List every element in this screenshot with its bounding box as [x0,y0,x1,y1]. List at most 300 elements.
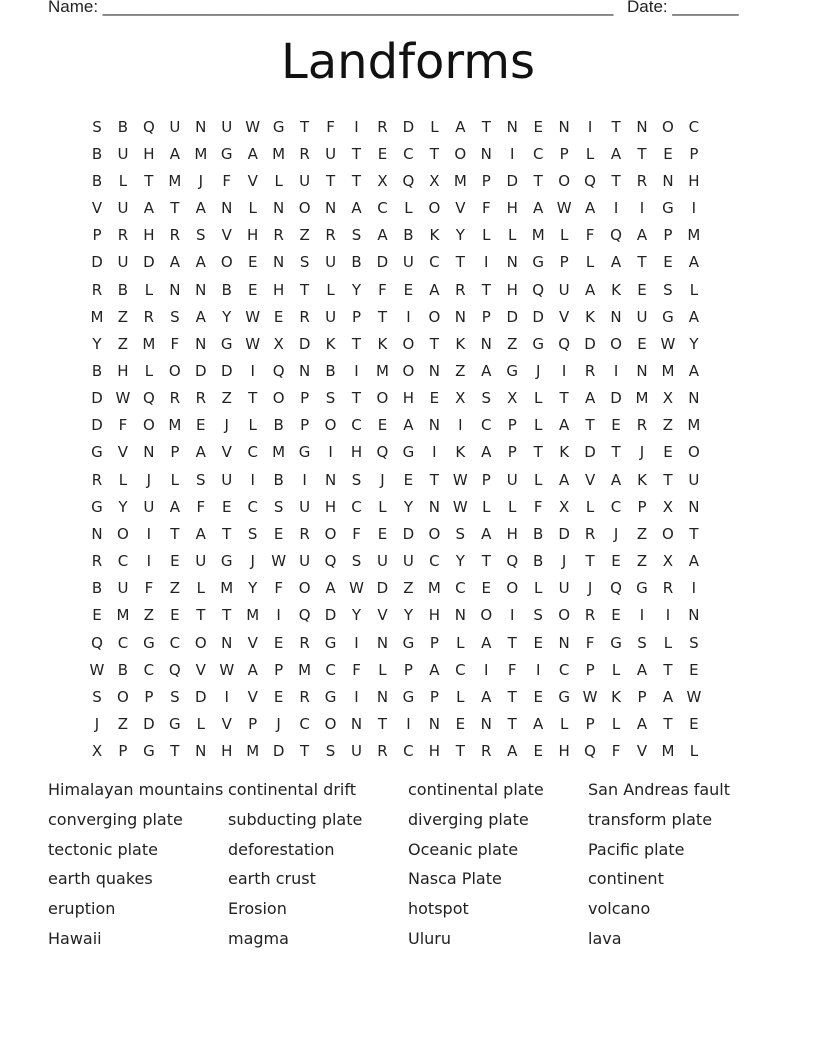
grid-letter[interactable]: R [143,307,155,326]
grid-letter[interactable]: S [196,226,206,245]
grid-letter[interactable]: H [506,280,518,299]
grid-letter[interactable]: A [559,470,570,489]
grid-letter[interactable]: G [506,361,519,380]
grid-letter[interactable]: A [533,199,544,218]
grid-letter[interactable]: N [688,497,700,516]
grid-letter[interactable]: M [90,307,104,326]
grid-letter[interactable]: G [532,334,544,353]
grid-letter[interactable]: P [585,660,595,679]
grid-letter[interactable]: W [556,199,572,218]
grid-letter[interactable]: S [170,307,180,326]
grid-letter[interactable]: Q [91,633,103,652]
grid-letter[interactable]: D [532,307,544,326]
grid-letter[interactable]: H [506,199,518,218]
grid-letter[interactable]: I [354,633,359,652]
grid-letter[interactable]: H [428,606,440,625]
grid-letter[interactable]: G [220,552,233,571]
grid-letter[interactable]: S [325,742,336,761]
grid-letter[interactable]: Q [324,552,337,571]
grid-letter[interactable]: Q [168,660,181,679]
grid-letter[interactable]: L [611,660,621,679]
grid-letter[interactable]: J [535,361,541,380]
grid-letter[interactable]: T [507,715,517,734]
grid-letter[interactable]: P [92,226,102,245]
grid-letter[interactable]: N [221,199,233,218]
grid-letter[interactable]: N [688,606,700,625]
grid-letter[interactable]: O [558,171,571,190]
grid-letter[interactable]: F [533,497,543,516]
grid-letter[interactable]: N [195,742,207,761]
grid-letter[interactable]: S [533,606,543,625]
grid-letter[interactable]: I [354,687,359,706]
grid-letter[interactable]: O [687,443,700,462]
grid-letter[interactable]: I [510,144,515,163]
grid-letter[interactable]: J [224,416,229,435]
grid-letter[interactable]: H [350,443,363,462]
grid-letter[interactable]: G [402,687,415,706]
grid-letter[interactable]: S [325,389,336,408]
grid-letter[interactable]: M [246,606,260,625]
grid-letter[interactable]: T [377,715,388,734]
grid-letter[interactable]: C [117,633,129,652]
grid-letter[interactable]: P [481,307,491,326]
grid-letter[interactable]: U [221,470,233,489]
grid-letter[interactable]: S [663,280,673,299]
grid-letter[interactable]: E [403,280,414,299]
grid-letter[interactable]: E [533,117,543,136]
grid-letter[interactable]: E [429,389,440,408]
grid-letter[interactable]: W [219,660,235,679]
grid-letter[interactable]: V [221,443,232,462]
grid-letter[interactable]: G [143,742,155,761]
grid-letter[interactable]: O [117,524,129,543]
grid-letter[interactable]: S [299,253,310,272]
grid-letter[interactable]: H [688,171,700,190]
grid-letter[interactable]: J [94,715,100,734]
grid-letter[interactable]: I [639,606,645,625]
grid-letter[interactable]: C [351,497,362,516]
grid-letter[interactable]: T [300,742,310,761]
grid-letter[interactable]: A [403,416,414,435]
grid-letter[interactable]: T [455,742,465,761]
grid-letter[interactable]: R [377,742,388,761]
grid-letter[interactable]: F [507,660,517,679]
grid-letter[interactable]: D [376,253,389,272]
grid-letter[interactable]: M [116,606,130,625]
grid-letter[interactable]: S [351,226,362,245]
grid-letter[interactable]: E [403,470,414,489]
grid-letter[interactable]: L [534,470,543,489]
grid-letter[interactable]: D [558,524,570,543]
grid-letter[interactable]: T [377,307,388,326]
grid-letter[interactable]: I [406,715,411,734]
grid-letter[interactable]: O [402,334,415,353]
grid-letter[interactable]: I [146,552,152,571]
grid-letter[interactable]: S [170,687,180,706]
grid-letter[interactable]: F [585,633,595,652]
grid-letter[interactable]: O [324,715,337,734]
grid-letter[interactable]: W [245,117,261,136]
grid-letter[interactable]: L [118,470,128,489]
grid-letter[interactable]: F [196,497,206,516]
grid-letter[interactable]: P [481,171,491,190]
grid-letter[interactable]: O [168,361,181,380]
grid-letter[interactable]: H [221,742,233,761]
grid-letter[interactable]: E [637,334,647,353]
grid-letter[interactable]: V [247,171,258,190]
grid-letter[interactable]: Q [402,171,415,190]
grid-letter[interactable]: U [558,579,570,598]
grid-letter[interactable]: Q [506,552,519,571]
grid-letter[interactable]: O [376,389,389,408]
grid-letter[interactable]: U [299,497,311,516]
grid-letter[interactable]: L [456,687,465,706]
grid-letter[interactable]: A [429,660,440,679]
grid-letter[interactable]: M [142,334,156,353]
grid-letter[interactable]: K [325,334,336,353]
grid-letter[interactable]: I [302,470,307,489]
grid-letter[interactable]: L [404,199,413,218]
grid-letter[interactable]: P [300,416,310,435]
grid-letter[interactable]: T [351,144,362,163]
grid-letter[interactable]: L [663,633,673,652]
grid-letter[interactable]: U [117,253,129,272]
grid-letter[interactable]: H [402,389,415,408]
grid-letter[interactable]: N [428,715,440,734]
grid-letter[interactable]: R [195,389,206,408]
grid-letter[interactable]: H [506,524,518,543]
grid-letter[interactable]: M [661,742,675,761]
grid-letter[interactable]: A [636,660,648,679]
grid-letter[interactable]: W [582,687,598,706]
grid-letter[interactable]: Z [117,334,129,353]
grid-letter[interactable]: G [532,253,544,272]
grid-letter[interactable]: M [168,416,182,435]
grid-letter[interactable]: H [247,226,259,245]
grid-letter[interactable]: S [351,552,362,571]
grid-letter[interactable]: Q [610,579,622,598]
grid-letter[interactable]: P [559,144,569,163]
grid-letter[interactable]: B [91,361,103,380]
grid-letter[interactable]: D [402,117,415,136]
grid-letter[interactable]: Z [117,307,129,326]
grid-letter[interactable]: L [689,742,699,761]
grid-letter[interactable]: C [558,660,570,679]
grid-letter[interactable]: G [91,443,103,462]
grid-letter[interactable]: P [403,660,413,679]
grid-letter[interactable]: G [91,497,103,516]
grid-letter[interactable]: E [247,253,258,272]
grid-letter[interactable]: K [585,307,595,326]
grid-letter[interactable]: I [146,524,152,543]
grid-letter[interactable]: R [91,552,103,571]
grid-letter[interactable]: A [610,470,622,489]
grid-letter[interactable]: M [375,361,389,380]
grid-letter[interactable]: H [143,144,155,163]
grid-letter[interactable]: F [481,199,491,218]
grid-letter[interactable]: C [299,715,310,734]
grid-letter[interactable]: A [325,579,336,598]
grid-letter[interactable]: R [636,416,648,435]
grid-letter[interactable]: E [170,606,180,625]
grid-letter[interactable]: T [300,280,310,299]
grid-letter[interactable]: N [454,307,466,326]
grid-letter[interactable]: W [686,687,702,706]
grid-letter[interactable]: U [169,117,181,136]
grid-letter[interactable]: E [377,144,388,163]
grid-letter[interactable]: V [584,470,596,489]
grid-letter[interactable]: O [480,606,493,625]
grid-letter[interactable]: Z [169,579,180,598]
grid-letter[interactable]: P [274,660,284,679]
grid-letter[interactable]: V [377,606,388,625]
grid-letter[interactable]: D [143,253,155,272]
grid-letter[interactable]: N [480,144,492,163]
grid-letter[interactable]: P [144,687,154,706]
grid-letter[interactable]: A [455,117,466,136]
grid-letter[interactable]: L [430,117,439,136]
grid-letter[interactable]: K [637,470,647,489]
grid-letter[interactable]: C [455,660,466,679]
grid-letter[interactable]: U [299,552,311,571]
grid-letter[interactable]: T [351,334,362,353]
grid-letter[interactable]: H [324,497,337,516]
grid-letter[interactable]: U [402,253,414,272]
grid-letter[interactable]: T [429,334,439,353]
grid-letter[interactable]: A [636,715,648,734]
grid-letter[interactable]: L [248,416,257,435]
grid-letter[interactable]: D [324,606,337,625]
grid-letter[interactable]: E [273,687,284,706]
grid-letter[interactable]: R [584,524,596,543]
grid-letter[interactable]: W [245,307,261,326]
grid-letter[interactable]: N [169,280,181,299]
grid-letter[interactable]: S [247,524,258,543]
grid-letter[interactable]: U [558,280,570,299]
grid-letter[interactable]: C [429,253,440,272]
grid-letter[interactable]: C [351,416,362,435]
grid-letter[interactable]: V [117,443,129,462]
grid-letter[interactable]: H [558,742,570,761]
grid-letter[interactable]: S [637,633,647,652]
grid-letter[interactable]: N [636,361,648,380]
grid-letter[interactable]: M [298,660,312,679]
grid-letter[interactable]: S [689,633,699,652]
grid-letter[interactable]: K [559,443,570,462]
grid-letter[interactable]: F [170,334,180,353]
grid-letter[interactable]: O [324,524,337,543]
grid-letter[interactable]: X [662,497,674,516]
grid-letter[interactable]: T [689,524,699,543]
grid-letter[interactable]: A [143,199,155,218]
grid-letter[interactable]: G [324,687,337,706]
grid-letter[interactable]: S [351,470,362,489]
grid-letter[interactable]: O [324,416,337,435]
grid-letter[interactable]: B [117,280,129,299]
grid-letter[interactable]: A [688,361,700,380]
grid-letter[interactable]: A [610,144,622,163]
grid-letter[interactable]: V [195,660,206,679]
grid-letter[interactable]: A [247,660,258,679]
grid-letter[interactable]: N [376,687,389,706]
grid-letter[interactable]: U [506,470,518,489]
grid-letter[interactable]: X [91,742,103,761]
grid-letter[interactable]: Q [142,117,155,136]
grid-letter[interactable]: R [273,226,284,245]
grid-letter[interactable]: T [637,144,647,163]
grid-letter[interactable]: V [247,687,258,706]
grid-letter[interactable]: L [482,497,491,516]
grid-letter[interactable]: C [247,443,258,462]
grid-letter[interactable]: B [117,660,129,679]
grid-letter[interactable]: B [533,552,544,571]
grid-letter[interactable]: L [118,171,128,190]
grid-letter[interactable]: T [351,171,362,190]
grid-letter[interactable]: O [298,199,311,218]
grid-letter[interactable]: A [584,280,596,299]
grid-letter[interactable]: X [558,497,570,516]
grid-letter[interactable]: T [611,443,621,462]
grid-letter[interactable]: P [663,226,673,245]
grid-letter[interactable]: D [143,715,155,734]
grid-letter[interactable]: T [481,280,491,299]
grid-letter[interactable]: A [584,199,596,218]
grid-letter[interactable]: C [532,144,544,163]
grid-letter[interactable]: D [584,334,596,353]
grid-letter[interactable]: E [273,307,284,326]
grid-letter[interactable]: R [91,280,103,299]
grid-letter[interactable]: D [91,389,103,408]
grid-letter[interactable]: C [169,633,181,652]
grid-letter[interactable]: E [196,416,206,435]
grid-letter[interactable]: T [611,171,621,190]
grid-letter[interactable]: H [117,361,129,380]
grid-letter[interactable]: C [403,742,414,761]
grid-letter[interactable]: N [558,633,570,652]
grid-letter[interactable]: T [222,524,232,543]
grid-letter[interactable]: I [354,361,359,380]
grid-letter[interactable]: J [250,552,255,571]
grid-letter[interactable]: F [378,280,387,299]
grid-letter[interactable]: L [534,416,543,435]
grid-letter[interactable]: A [559,416,570,435]
grid-letter[interactable]: L [144,280,154,299]
grid-letter[interactable]: A [481,361,492,380]
grid-letter[interactable]: U [143,497,155,516]
grid-letter[interactable]: L [144,361,154,380]
grid-letter[interactable]: T [611,117,621,136]
grid-letter[interactable]: Y [248,579,258,598]
grid-letter[interactable]: S [92,687,102,706]
grid-letter[interactable]: T [637,253,647,272]
grid-letter[interactable]: B [273,416,284,435]
grid-letter[interactable]: L [508,226,517,245]
grid-letter[interactable]: D [195,361,207,380]
grid-letter[interactable]: U [325,144,337,163]
grid-letter[interactable]: I [613,361,619,380]
grid-letter[interactable]: V [221,715,232,734]
grid-letter[interactable]: K [377,334,388,353]
grid-letter[interactable]: A [688,552,700,571]
grid-letter[interactable]: B [325,361,336,380]
grid-letter[interactable]: Y [403,606,413,625]
grid-letter[interactable]: B [273,470,284,489]
grid-letter[interactable]: B [91,579,103,598]
grid-letter[interactable]: M [687,416,701,435]
grid-letter[interactable]: R [377,117,388,136]
grid-letter[interactable]: D [506,171,518,190]
grid-letter[interactable]: H [273,280,285,299]
grid-letter[interactable]: N [221,633,233,652]
grid-letter[interactable]: A [636,226,648,245]
grid-letter[interactable]: R [481,742,492,761]
grid-letter[interactable]: E [377,524,388,543]
grid-letter[interactable]: Q [376,443,389,462]
grid-letter[interactable]: U [325,253,337,272]
grid-letter[interactable]: S [481,389,492,408]
grid-letter[interactable]: A [195,524,206,543]
grid-letter[interactable]: O [558,606,571,625]
grid-letter[interactable]: L [170,470,180,489]
grid-letter[interactable]: F [611,742,621,761]
grid-letter[interactable]: G [610,633,622,652]
grid-letter[interactable]: O [194,633,207,652]
grid-letter[interactable]: Z [221,389,232,408]
grid-letter[interactable]: N [195,280,207,299]
grid-letter[interactable]: O [272,389,285,408]
grid-letter[interactable]: C [117,552,129,571]
grid-letter[interactable]: E [481,579,492,598]
grid-letter[interactable]: R [299,633,310,652]
grid-letter[interactable]: W [452,497,468,516]
grid-letter[interactable]: K [455,334,466,353]
grid-letter[interactable]: F [585,226,595,245]
grid-letter[interactable]: U [195,552,207,571]
grid-letter[interactable]: I [665,606,671,625]
grid-letter[interactable]: J [639,443,645,462]
grid-letter[interactable]: J [561,552,567,571]
grid-letter[interactable]: M [687,226,701,245]
grid-letter[interactable]: S [273,497,284,516]
grid-letter[interactable]: T [170,524,180,543]
grid-letter[interactable]: K [611,687,621,706]
grid-letter[interactable]: R [455,280,466,299]
grid-letter[interactable]: I [561,361,567,380]
grid-letter[interactable]: A [481,524,492,543]
grid-letter[interactable]: F [222,171,232,190]
grid-letter[interactable]: L [559,226,569,245]
grid-letter[interactable]: O [428,307,441,326]
grid-letter[interactable]: O [220,253,233,272]
grid-letter[interactable]: K [429,226,440,245]
grid-letter[interactable]: U [402,552,414,571]
grid-letter[interactable]: T [325,171,336,190]
grid-letter[interactable]: Q [584,742,596,761]
grid-letter[interactable]: I [613,199,619,218]
grid-letter[interactable]: M [272,144,286,163]
grid-letter[interactable]: T [585,416,595,435]
grid-letter[interactable]: A [169,497,180,516]
grid-letter[interactable]: A [195,307,206,326]
grid-letter[interactable]: I [639,199,645,218]
grid-letter[interactable]: Q [272,361,285,380]
grid-letter[interactable]: C [377,199,388,218]
grid-letter[interactable]: N [480,334,492,353]
grid-letter[interactable]: G [636,579,648,598]
grid-letter[interactable]: T [144,171,154,190]
grid-letter[interactable]: R [636,171,648,190]
grid-letter[interactable]: L [248,199,257,218]
